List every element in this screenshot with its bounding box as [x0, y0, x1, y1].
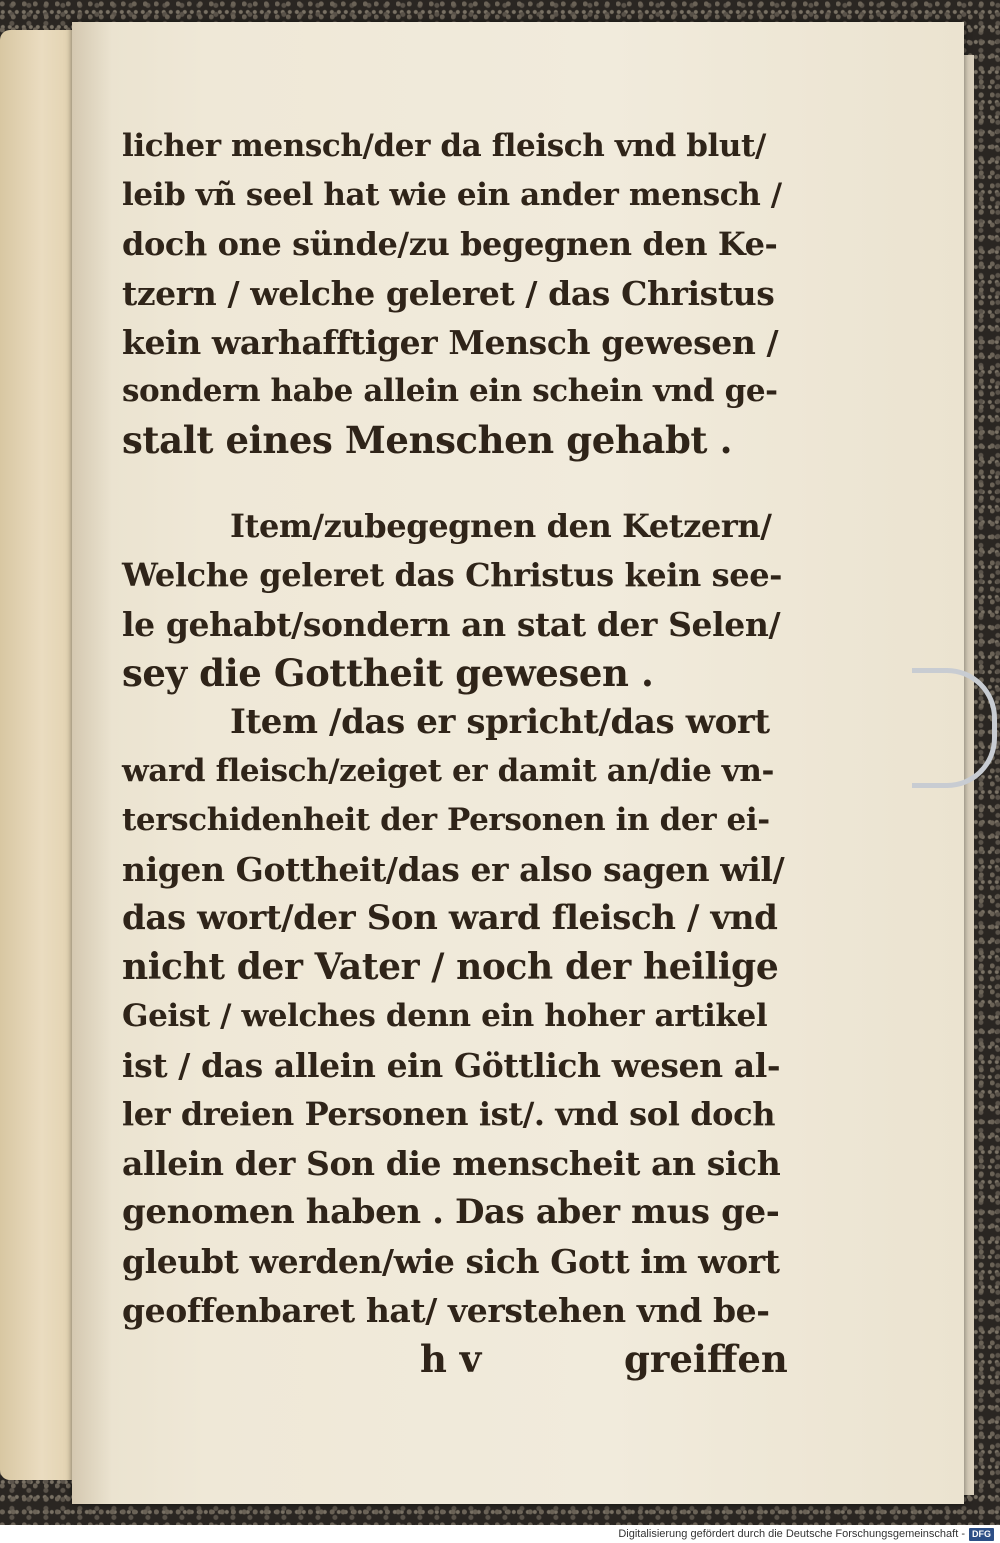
text-line: allein der Son die menscheit an sich [122, 1144, 781, 1183]
paragraph-1 [122, 122, 782, 465]
text-line: licher mensch/der da fleisch vnd blut/ [122, 128, 766, 164]
text-line: genomen haben . Das aber mus ge- [122, 1192, 780, 1232]
text-line: nigen Gottheit/das er also sagen wil/ [122, 850, 785, 889]
signature-mark: h v [420, 1337, 482, 1381]
text-line: leib vñ seel hat wie ein ander mensch / [122, 177, 782, 213]
paragraph-2 [122, 502, 782, 698]
text-line: kein warhafftiger Mensch gewesen / [122, 323, 779, 362]
text-line: le gehabt/sondern an stat der Selen/ [122, 605, 781, 644]
text-line: Geist / welches denn ein hoher artikel [122, 998, 768, 1034]
text-line: doch one sünde/zu begegnen den Ke- [122, 225, 778, 263]
text-line: terschidenheit der Personen in der ei- [122, 802, 770, 838]
text-line: das wort/der Son ward fleisch / vnd [122, 898, 778, 938]
text-line: sondern habe allein ein schein vnd ge- [122, 373, 778, 409]
text-line: ler dreien Personen ist/. vnd sol doch [122, 1095, 776, 1133]
text-line: ward fleisch/zeiget er damit an/die vn- [122, 753, 775, 789]
text-line: Welche geleret das Christus kein see- [122, 556, 783, 594]
dfg-logo: DFG [969, 1528, 994, 1541]
text-line: stalt eines Menschen gehabt . [122, 418, 733, 462]
text-line: geoffenbaret hat/ verstehen vnd be- [122, 1291, 770, 1330]
paragraph-gap [122, 465, 782, 502]
text-line: nicht der Vater / noch der heilige [122, 946, 779, 988]
text-line: ist / das allein ein Göttlich wesen al- [122, 1046, 781, 1085]
catchword: greiffen [624, 1337, 788, 1381]
text-line: gleubt werden/wie sich Gott im wort [122, 1242, 780, 1281]
text-line: tzern / welche geleret / das Christus [122, 274, 775, 313]
text-line: sey die Gottheit gewesen . [122, 651, 654, 695]
signature-line [122, 1335, 788, 1384]
text-line: Item/zubegegnen den Ketzern/ [230, 507, 772, 545]
text-line: Item /das er spricht/das wort [230, 702, 770, 742]
paper-clip [912, 668, 997, 788]
paragraph-3 [122, 698, 785, 1335]
footer-credit: Digitalisierung gefördert durch die Deutsche Forschungsgemeinschaft - [618, 1528, 965, 1540]
page-text [122, 122, 788, 1384]
footer-bar [0, 1525, 1000, 1543]
